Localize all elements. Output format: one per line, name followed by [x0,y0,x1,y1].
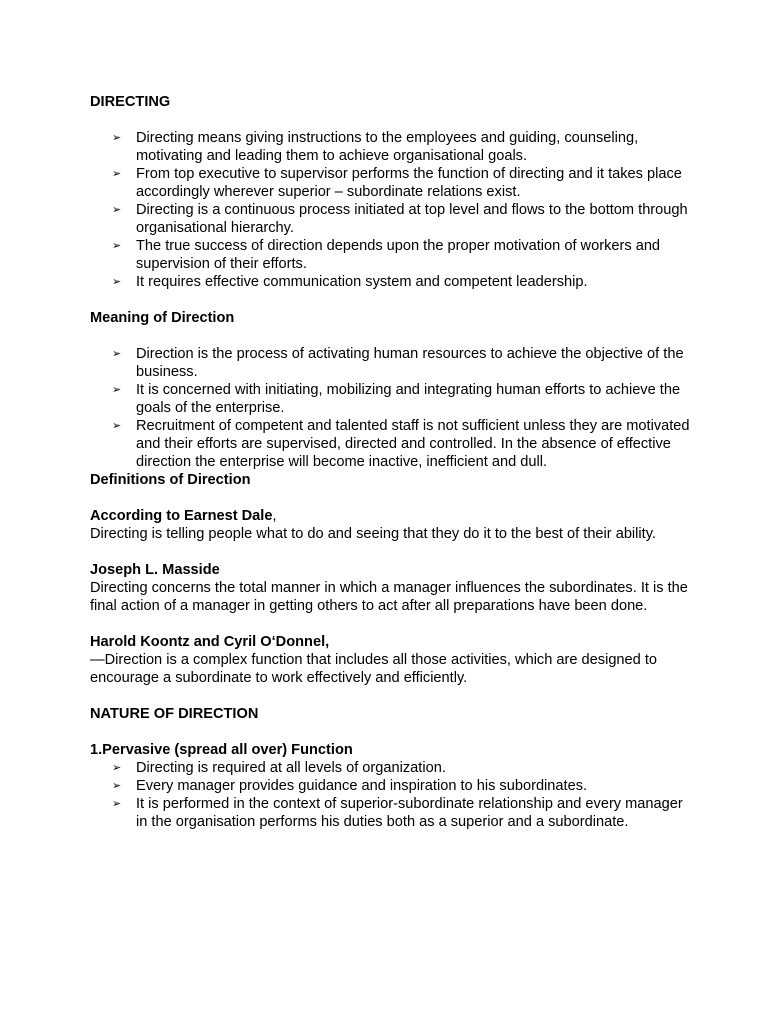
section-title-definitions: Definitions of Direction [90,472,251,488]
section-title-meaning: Meaning of Direction [90,310,235,326]
list-item: ➢ Directing is required at all levels of organization. [112,760,446,776]
arrow-bullet-icon: ➢ [112,240,122,252]
list-item: ➢ Directing is a continuous process initiated at top level and flows to the bottom through organisational hierarchy. [112,202,688,236]
document-content [90,93,690,831]
list-item: ➢ Recruitment of competent and talented staff is not sufficient unless they are motivated and their efforts are supervised, directed and controlled. In the absence of effective direction the enterprise will become inactive, inefficient and dull. [112,418,690,470]
list-item: ➢ Direction is the process of activating human resources to achieve the objective of the business. [112,346,684,380]
section-title-nature: NATURE OF DIRECTION [90,706,259,722]
arrow-bullet-icon: ➢ [112,420,122,432]
definition-author: Harold Koontz and Cyril O‘Donnel, [90,634,330,650]
list-item: ➢ The true success of direction depends upon the proper motivation of workers and supervision of their efforts. [112,238,661,272]
arrow-bullet-icon: ➢ [112,204,122,216]
arrow-bullet-icon: ➢ [112,384,122,396]
list-item: ➢ It is performed in the context of superior-subordinate relationship and every manager in the organisation performs his duties both as a superior and a subordinate. [112,796,683,830]
definition-author: According to Earnest Dale [90,508,273,524]
meaning-list [112,345,690,471]
definition-text: Directing concerns the total manner in which a manager influences the subordinates. It is the final action of a manager in getting others to act after all preparations have been done. [90,580,688,614]
arrow-bullet-icon: ➢ [112,132,122,144]
definition-author: Joseph L. Masside [90,562,220,578]
arrow-bullet-icon: ➢ [112,168,122,180]
subsection-title: 1.Pervasive (spread all over) Function [90,742,353,758]
directing-list [112,129,690,291]
definition-text: Directing is telling people what to do and seeing that they do it to the best of their ability. [90,526,656,542]
list-item: ➢ Every manager provides guidance and inspiration to his subordinates. [112,778,588,794]
section-title-directing: DIRECTING [90,94,171,110]
arrow-bullet-icon: ➢ [112,798,122,810]
list-item: ➢ From top executive to supervisor performs the function of directing and it takes place accordingly wherever superior – subordinate relations exist. [112,166,682,200]
list-item: ➢ Directing means giving instructions to the employees and guiding, counseling, motivating and leading them to achieve organisational goals. [112,130,639,164]
arrow-bullet-icon: ➢ [112,762,122,774]
arrow-bullet-icon: ➢ [112,276,122,288]
definition-text: ―Direction is a complex function that includes all those activities, which are designed to encourage a subordinate to work effectively and efficiently. [90,652,658,686]
definition-dale-heading: According to Earnest Dale, [90,508,277,524]
arrow-bullet-icon: ➢ [112,348,122,360]
nature-list [112,759,690,831]
list-item: ➢ It is concerned with initiating, mobilizing and integrating human efforts to achieve the goals of the enterprise. [112,382,681,416]
arrow-bullet-icon: ➢ [112,780,122,792]
list-item: ➢ It requires effective communication system and competent leadership. [112,274,588,290]
